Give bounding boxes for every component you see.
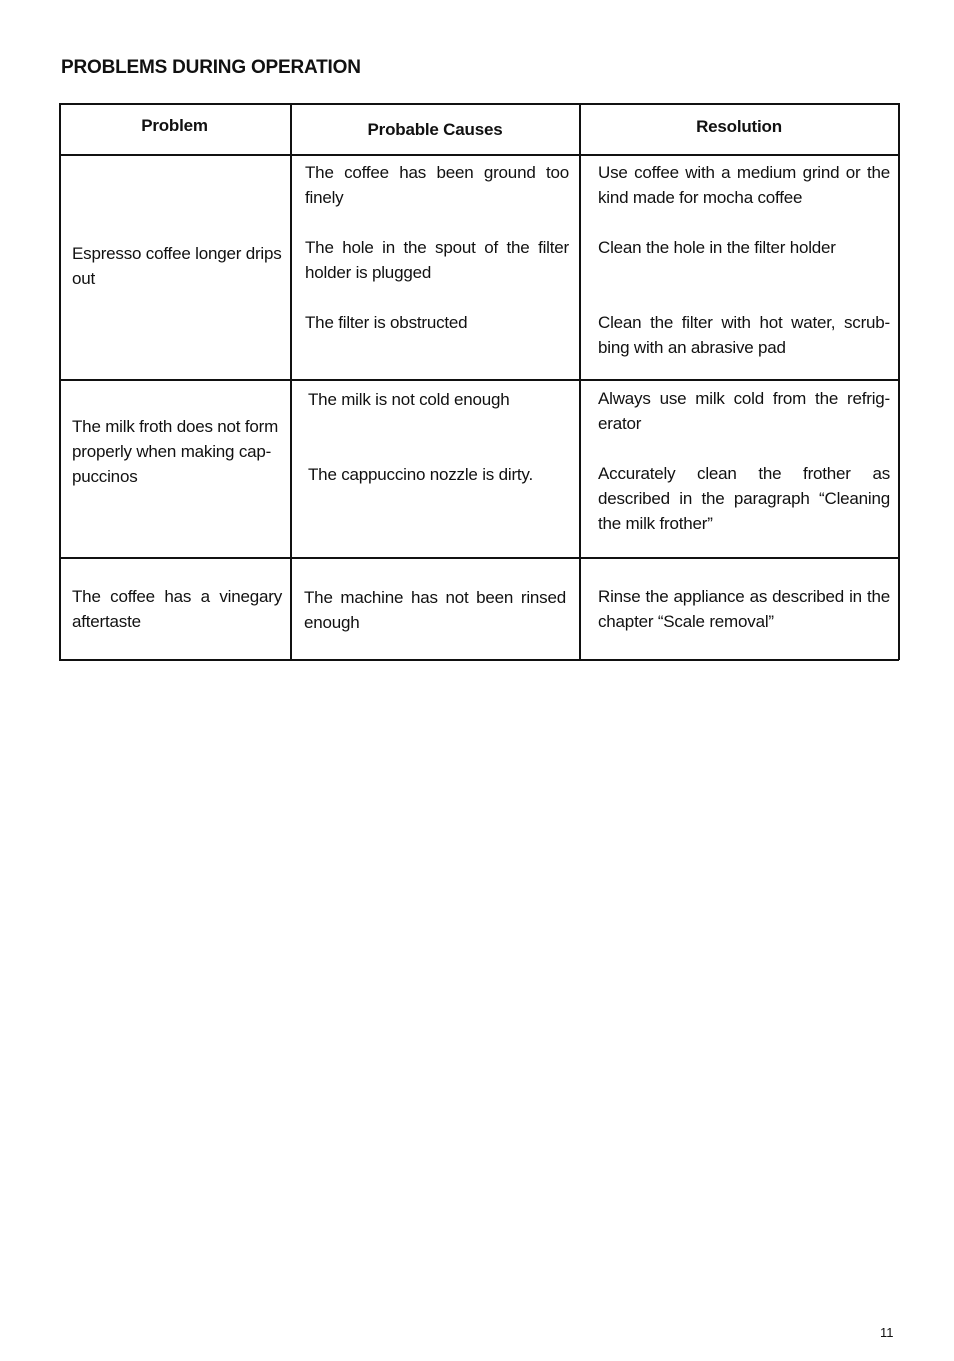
- cause-cell: The cappuccino nozzle is dirty.: [308, 465, 533, 484]
- resolution-cell: Use coffee with a medium grind or the kind made for mocha coffee: [598, 163, 890, 207]
- page-title: PROBLEMS DURING OPERATION: [61, 57, 361, 78]
- page-number: 11: [880, 1325, 894, 1340]
- table-border-bottom: [59, 659, 899, 661]
- resolution-cell: Rinse the appliance as described in the chapter “Scale removal”: [598, 587, 890, 631]
- table-row-divider: [59, 557, 899, 559]
- cause-cell: The filter is obstructed: [305, 313, 468, 332]
- table-row-divider: [59, 379, 899, 381]
- table-border-left: [59, 103, 61, 660]
- resolution-cell: Clean the filter with hot water, scrub-bing with an abrasive pad: [598, 313, 890, 357]
- cause-cell: The machine has not been rinsed enough: [304, 588, 566, 632]
- resolution-cell: Always use milk cold from the refrig-erator: [598, 389, 890, 433]
- column-header-problem: Problem: [141, 116, 208, 135]
- table-border-right: [898, 103, 900, 660]
- column-header-probable-causes: Probable Causes: [367, 120, 503, 139]
- resolution-cell: Accurately clean the frother as described in the paragraph “Cleaning the milk frother”: [598, 464, 890, 533]
- cause-cell: The hole in the spout of the filter holder is plugged: [305, 238, 569, 282]
- problem-cell: The coffee has a vinegary aftertaste: [72, 587, 282, 631]
- cause-cell: The milk is not cold enough: [308, 390, 510, 409]
- column-header-resolution: Resolution: [696, 117, 782, 136]
- problem-cell: The milk froth does not form properly when making cap-puccinos: [72, 417, 279, 486]
- troubleshooting-table: [59, 103, 899, 660]
- problem-cell: Espresso coffee longer drips out: [72, 244, 282, 288]
- cause-cell: The coffee has been ground too finely: [305, 163, 569, 207]
- table-column-divider: [579, 103, 581, 660]
- table-header-divider: [59, 154, 899, 156]
- resolution-cell: Clean the hole in the filter holder: [598, 238, 836, 257]
- table-column-divider: [290, 103, 292, 660]
- table-border-top: [59, 103, 899, 105]
